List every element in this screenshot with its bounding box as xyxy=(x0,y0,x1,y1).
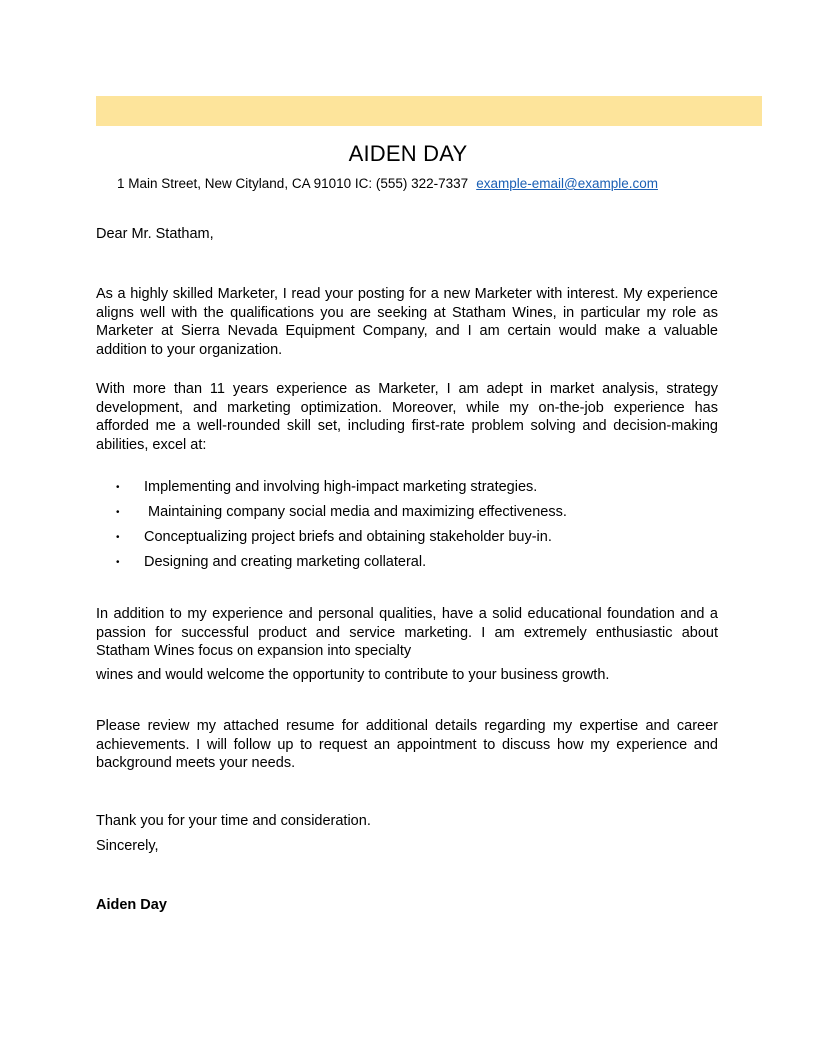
bullet-icon: • xyxy=(116,507,120,518)
paragraph-experience: With more than 11 years experience as Marketer, I am adept in market analysis, strategy development, and marketing optimization. Moreover, while my on-the-job experience has afforded me a well-rounded skill set, including first-rate problem solving and decision-making abilities, excel at: xyxy=(96,381,718,453)
list-item xyxy=(96,528,718,553)
list-item-text: Maintaining company social media and maximizing effectiveness. xyxy=(144,504,567,520)
signature-name: Aiden Day xyxy=(96,897,167,913)
bullet-icon: • xyxy=(116,482,120,493)
list-item xyxy=(96,478,718,503)
applicant-name: AIDEN DAY xyxy=(348,141,468,166)
email-link[interactable]: example-email@example.com xyxy=(476,176,658,191)
list-item-text: Implementing and involving high-impact marketing strategies. xyxy=(144,479,538,495)
paragraph-education: In addition to my experience and personal qualities, have a solid educational foundation and a passion for successful product and service marketing. I am extremely enthusiastic about Statham Wines focus on expansion into specialty xyxy=(96,606,718,659)
thanks-line: Thank you for your time and consideration. xyxy=(96,813,371,829)
paragraph-education-continued: wines and would welcome the opportunity to contribute to your business growth. xyxy=(96,667,610,683)
list-item-text: Designing and creating marketing collateral. xyxy=(144,554,427,570)
bullet-icon: • xyxy=(116,532,120,543)
list-item xyxy=(96,553,718,578)
paragraph-intro: As a highly skilled Marketer, I read your posting for a new Marketer with interest. My experience aligns well with the qualifications you are seeking at Statham Wines, in particular my role as Marketer at Sierra Nevada Equipment Company, and I am certain would make a valuable addition to your organization. xyxy=(96,286,718,358)
salutation: Dear Mr. Statham, xyxy=(96,226,214,242)
paragraph-closing: Please review my attached resume for additional details regarding my expertise and career achievements. I will follow up to request an appointment to discuss how my experience and background meets your needs. xyxy=(96,718,718,771)
skills-list xyxy=(96,478,718,578)
closing-line: Sincerely, xyxy=(96,838,159,854)
list-item xyxy=(96,503,718,528)
list-item-text: Conceptualizing project briefs and obtaining stakeholder buy-in. xyxy=(144,529,552,545)
bullet-icon: • xyxy=(116,557,120,568)
contact-info: 1 Main Street, New Cityland, CA 91010 IC: (555) 322-7337 xyxy=(117,176,469,191)
contact-line xyxy=(117,176,658,191)
header-band xyxy=(96,96,762,126)
